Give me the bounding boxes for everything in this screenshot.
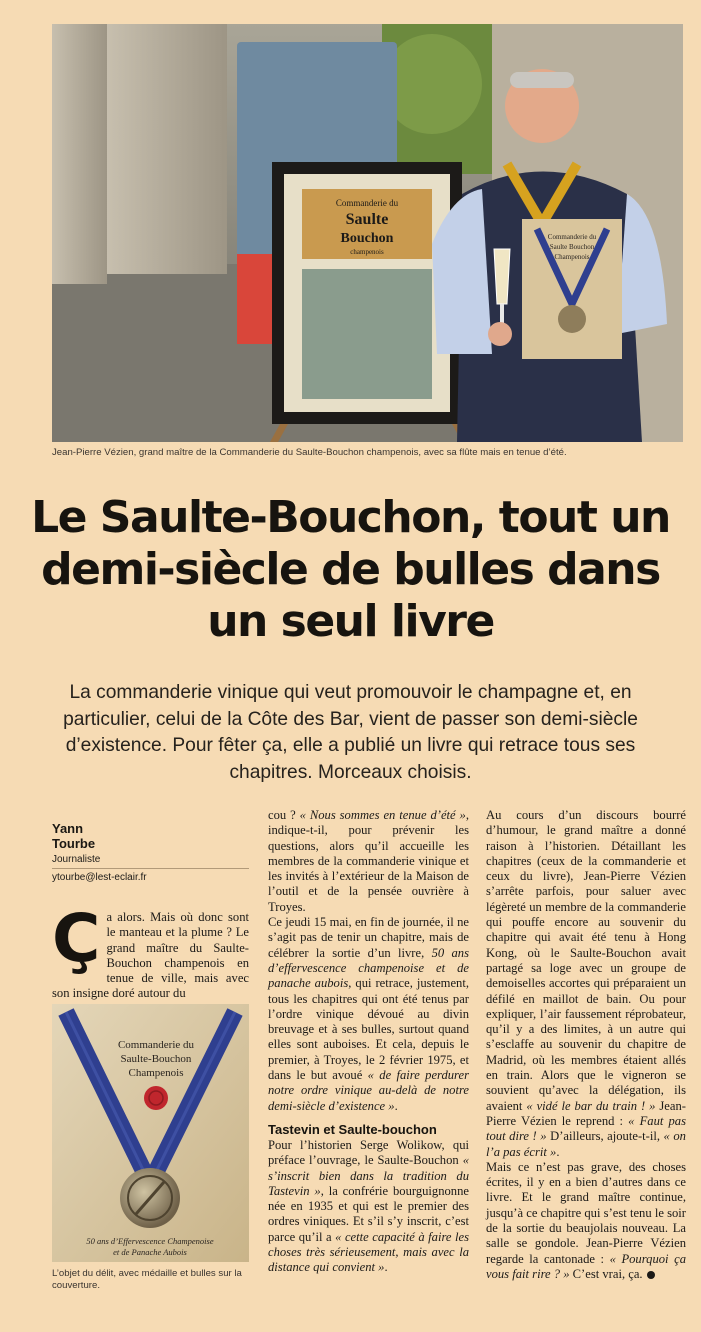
text-run: . — [394, 1098, 398, 1113]
quote: « Pourquoi ça vous fait rire ? » — [486, 1251, 686, 1281]
quote: « cette capacité à faire les choses très sérieusement, mais avec la distance qui convient » — [268, 1229, 469, 1275]
quote: « s’inscrit bien dans la tradition du Tastevin » — [268, 1153, 469, 1198]
paragraph — [268, 808, 469, 915]
author-last-name: Tourbe — [52, 836, 96, 851]
paragraph — [486, 1160, 686, 1282]
author-role: Journaliste — [52, 854, 249, 869]
column-1 — [52, 821, 249, 1002]
poster-line-2: Saulte — [345, 211, 389, 228]
text-run: , qui retrace, justement, tous les chapitres qui ont été tenus par l’ordre vinique dévoué au divin breuvage et à ses bulles, surtout quand elles sont auboises. Et cela, depuis le premier, à Troyes, le 2 février 1975, et dans le but avoué — [268, 976, 469, 1083]
text-run: , la confrérie bourguignonne née en 1935 et qui est le premier des ordres viniques. Et s’il s’y inscrit, c’est parce qu’il a — [268, 1183, 469, 1244]
book-subtitle-line-1: 50 ans d’Effervescence Champenoise — [86, 1236, 214, 1246]
quote: « Faut pas tout dire ! » — [486, 1113, 686, 1144]
text-run: Mais ce n’est pas grave, des choses écrites, il y en a bien d’autres dans ce livre. Et le grand maître continue, jusqu’à ce chapitre qui s’est tenu le soir de la sortie du beaujolais nouveau. La salle se gondole. Jean-Pierre Vézien regarde la cantonade : — [486, 1159, 686, 1266]
photo-book-line-3: Champenois — [554, 253, 590, 261]
quote: « Nous sommes en tenue d’été » — [299, 808, 466, 822]
text-run: Au cours d’un discours bourré d’humour, le grand maître a donné raison à l’historien. Détaillant les chapitres (ceux de la commanderie et ceux du livre), Jean-Pierre Vézien s’arrête parfois, pour saluer avec légèreté un membre de la commanderie qui pouffe encore au souvenir du chapitre qui avait été tenu à Hong Kong, où le Saulte-Bouchon avait partagé sa loge avec un groupe de demoiselles accortes qui préparaient un défilé en maillot de bain. Ou pour expliquer, l’air faussement réprobateur, qu’il y a des limites, à un autre qui s’esclaffe au souvenir du chapitre de Madrid, où les membres étaient allés en train. Alors que le vigneron se souvient qu’avec la délégation, ils avaient — [486, 808, 686, 1113]
main-photo — [52, 24, 683, 442]
author-first-name: Yann — [52, 821, 84, 836]
book-cover-photo — [52, 1004, 249, 1262]
book-caption: L’objet du délit, avec médaille et bulles sur la couverture. — [52, 1268, 242, 1291]
text-run: D’ailleurs, ajoute-t-il, — [546, 1129, 664, 1144]
book-title-line-1: Commanderie du — [117, 1039, 195, 1051]
book-subtitle-line-2: et de Panache Aubois — [113, 1247, 187, 1257]
lead-paragraph — [52, 900, 249, 1002]
text-run: . — [384, 1260, 388, 1275]
paragraph — [268, 915, 469, 1114]
quote: « de faire perdurer notre ordre vinique au-delà de notre demi-siècle d’existence » — [268, 1068, 469, 1113]
wax-seal — [144, 1086, 168, 1110]
book-title-line-3: Champenois — [128, 1067, 184, 1079]
book-cover-illustration — [52, 1004, 249, 1262]
text-run: Pour l’historien Serge Wolikow, qui préface l’ouvrage, le Saulte-Bouchon — [268, 1137, 469, 1168]
poster-line-4: champenois — [350, 248, 384, 256]
photo-book-line-2: Saulte Bouchon — [549, 243, 595, 251]
standfirst: La commanderie vinique qui veut promouvoir le champagne et, en particulier, celui de la Côte des Bar, vient de passer son demi-siècle d’existence. Pour fêter ça, elle a publié un livre qui retrace tous ses chapitres. Morceaux choisis. — [63, 682, 638, 783]
book-title-line-2: Saulte-Bouchon — [120, 1053, 192, 1065]
column-3 — [486, 808, 686, 1282]
headline: Le Saulte-Bouchon, tout un demi-siècle de bulles dans un seul livre — [31, 492, 670, 647]
text-run: C’est vrai, ça. — [569, 1266, 643, 1281]
photo-caption: Jean-Pierre Vézien, grand maître de la Commanderie du Saulte-Bouchon champenois, avec sa flûte mais en tenue d’été. — [52, 447, 567, 458]
poster-line-3: Bouchon — [340, 231, 394, 246]
photo-book-line-1: Commanderie du — [547, 233, 597, 241]
author-email[interactable]: ytourbe@lest-eclair.fr — [52, 872, 147, 883]
photo-illustration — [52, 24, 683, 442]
subheading: Tastevin et Saulte-bouchon — [268, 1121, 437, 1137]
text-run: Jean-Pierre Vézien le reprend : — [486, 1098, 686, 1128]
lead-text: a alors. Mais où donc sont le manteau et la plume ? Le grand maître du Saulte-Bouchon champenois en tenue de ville, mais avec son insigne doré autour du — [52, 910, 249, 1001]
poster-line-1: Commanderie du — [335, 198, 399, 208]
column-2 — [268, 808, 469, 1276]
drop-cap: Ç — [52, 900, 101, 977]
text-run: . — [556, 1144, 560, 1159]
paragraph — [486, 808, 686, 1160]
text-run: , indique-t-il, pour prévenir les questions, alors qu’il accueille les membres de la commanderie vinique et les invités à l’extérieur de la Maison de l’outil et de la pensée ouvrière à Troyes. — [268, 808, 469, 914]
text-run: Ce jeudi 15 mai, en fin de journée, il ne s’agit pas de tenir un chapitre, mais de célébrer la sortie d’un livre, — [268, 915, 469, 960]
paragraph — [268, 1138, 469, 1276]
quote: « on l’a pas écrit » — [486, 1129, 686, 1159]
book-title-italic: 50 ans d’effervescence champenoise et de panache aubois — [268, 945, 469, 991]
end-of-article-mark — [647, 1271, 655, 1279]
text-run: cou ? — [268, 808, 300, 822]
quote: « vidé le bar du train ! » — [526, 1098, 656, 1113]
